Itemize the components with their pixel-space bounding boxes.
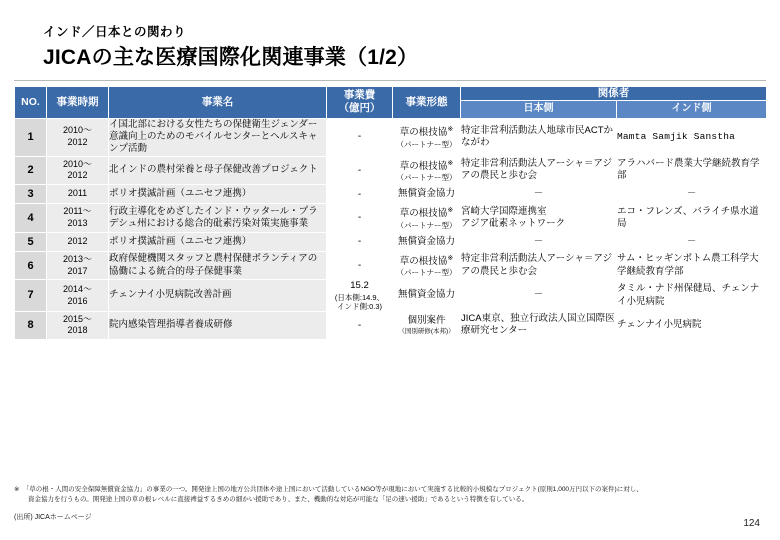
cell-india-side: アラハバード農業大学継続教育学部: [617, 156, 767, 184]
form-main: 無償資金協力: [397, 235, 455, 247]
cell-india-side: Mamta Samjik Sanstha: [617, 118, 767, 156]
cell-no: 2: [15, 156, 47, 184]
table-body: [15, 118, 767, 339]
cell-project-form: [393, 311, 461, 339]
col-header-cost: [327, 87, 393, 119]
cell-japan-side: 特定非営利活動法人アーシャ＝アジアの農民と歩む会: [461, 252, 617, 280]
cost-value: -: [357, 164, 362, 176]
cell-project-form: [393, 280, 461, 311]
form-main: 無償資金協力: [397, 188, 455, 199]
cell-japan-side: 特定非営利活動法人アーシャ＝アジアの農民と歩む会: [461, 156, 617, 184]
table-row: [15, 311, 767, 339]
cell-japan-side: 特定非営利活動法人地球市民ACTかながわ: [461, 118, 617, 156]
period-line-2: 2013: [67, 218, 88, 229]
cell-cost: [327, 204, 393, 232]
form-subtype: （パートナー型）: [396, 220, 457, 230]
table-row: [15, 232, 767, 251]
period-line-2: 2012: [67, 137, 88, 148]
cell-japan-side: 宮崎大学国際連携室 アジア砒素ネットワーク: [461, 204, 617, 232]
cell-project-form: [393, 252, 461, 280]
form-main: 個別案件: [407, 315, 446, 327]
cost-value: -: [357, 131, 362, 143]
cell-no: 7: [15, 280, 47, 311]
footnote-marker: ※: [447, 126, 454, 134]
cell-project-name: 行政主導化をめざしたインド・ウッタール・プラデシュ州における総合的砒素汚染対策実施事業: [109, 204, 327, 232]
period-line-1: 2014～: [62, 283, 93, 294]
cell-no: 6: [15, 252, 47, 280]
cell-project-form: [393, 118, 461, 156]
cell-india-side: タミル・ナド州保健局、チェンナイ小児病院: [617, 280, 767, 311]
footnote-line-2: 資金協力を行うもの。開発途上国の草の根レベルに直接裨益するきめの細かい援助であり、また、機動的な対応が可能な「足の速い援助」であるという特徴を有している。: [28, 496, 529, 504]
period-line-2: 2016: [67, 295, 88, 306]
form-main: 草の根技協: [399, 160, 448, 172]
col-header-cost-line2: （億円）: [338, 102, 381, 115]
table-head-row-1: [15, 87, 767, 101]
cost-value: -: [357, 260, 362, 272]
cell-project-name: 政府保健機関スタッフと農村保健ボランティアの協働による統合的母子保健事業: [109, 252, 327, 280]
cell-period: [47, 280, 109, 311]
title-divider: [14, 80, 766, 81]
cost-value: -: [357, 188, 362, 200]
cell-no: 5: [15, 232, 47, 251]
projects-table: [14, 86, 767, 340]
cell-period: [47, 185, 109, 204]
cell-project-name: チェンナイ小児病院改善計画: [109, 280, 327, 311]
cell-period: [47, 118, 109, 156]
cell-project-form: [393, 232, 461, 251]
footnote-line-1: ※ 「草の根・人間の安全保障無償資金協力」の事業の一つ。開発途上国の地方公共団体や途上国において活動しているNGO等が現地において実施する比較的小規模なプロジェクト(原則1,000万円以下の案件)に対し、: [14, 486, 643, 493]
col-header-cost-line1: 事業費: [343, 89, 376, 102]
cell-india-side: －: [617, 185, 767, 204]
cell-japan-side: JICA東京、独立行政法人国立国際医療研究センター: [461, 311, 617, 339]
cell-no: 1: [15, 118, 47, 156]
period-line-2: 2017: [67, 265, 88, 276]
period-line-1: 2012: [67, 236, 88, 246]
form-main: 草の根技協: [399, 256, 448, 268]
page-title: JICAの主な医療国際化関連事業（1/2）: [43, 46, 419, 69]
table-row: [15, 252, 767, 280]
period-line-1: 2010～: [62, 125, 93, 136]
cell-cost: [327, 118, 393, 156]
cell-cost: [327, 156, 393, 184]
table-head: [15, 87, 767, 119]
table-row: [15, 185, 767, 204]
col-header-japan-side: 日本側: [461, 101, 617, 119]
cell-cost: [327, 232, 393, 251]
cell-project-name: 院内感染管理指導者養成研修: [109, 311, 327, 339]
cell-period: [47, 311, 109, 339]
table-row: [15, 204, 767, 232]
period-line-1: 2011～: [63, 206, 92, 217]
footnote-marker: ※: [447, 254, 454, 262]
cost-value: -: [357, 212, 362, 224]
cell-india-side: サム・ヒッギンボトム農工科学大学継続教育学部: [617, 252, 767, 280]
col-header-form: 事業形態: [393, 87, 461, 119]
eyebrow-text: インド／日本との関わり: [43, 25, 187, 39]
footnote-marker: ※: [447, 159, 454, 167]
cell-cost: [327, 252, 393, 280]
cost-value: -: [357, 236, 362, 248]
form-main: 草の根技協: [399, 127, 448, 139]
period-line-1: 2015～: [62, 313, 93, 324]
col-header-name: 事業名: [109, 87, 327, 119]
form-subtype: （パートナー型）: [396, 173, 457, 183]
table-row: [15, 118, 767, 156]
period-line-2: 2012: [67, 170, 88, 181]
cell-japan-side: －: [461, 232, 617, 251]
table-row: [15, 280, 767, 311]
cell-india-side: チェンナイ小児病院: [617, 311, 767, 339]
form-subtype: （パートナー型）: [396, 139, 457, 149]
projects-table-wrapper: [14, 86, 766, 340]
cell-india-side: －: [617, 232, 767, 251]
cost-value: 15.2: [350, 280, 369, 292]
cost-value: -: [357, 319, 362, 331]
col-header-india-side: インド側: [617, 101, 767, 119]
cell-period: [47, 156, 109, 184]
table-row: [15, 156, 767, 184]
col-header-stakeholders: 関係者: [461, 87, 767, 101]
form-main: 草の根技協: [399, 208, 448, 220]
cell-japan-side: －: [461, 185, 617, 204]
period-line-1: 2010～: [62, 158, 93, 169]
cell-project-name: イ国北部における女性たちの保健衛生ジェンダー意識向上のためのモバイルセンターとヘルスキャンプ活動: [109, 118, 327, 156]
col-header-period: 事業時期: [47, 87, 109, 119]
footnote: [14, 485, 770, 505]
cell-no: 3: [15, 185, 47, 204]
cell-no: 8: [15, 311, 47, 339]
cell-period: [47, 204, 109, 232]
col-header-no: NO.: [15, 87, 47, 119]
page-number: 124: [743, 518, 760, 529]
cell-japan-side: －: [461, 280, 617, 311]
cell-project-form: [393, 185, 461, 204]
cell-cost: [327, 280, 393, 311]
period-line-1: 2013～: [62, 254, 93, 264]
cell-project-name: 北インドの農村栄養と母子保健改善プロジェクト: [109, 156, 327, 184]
cell-project-name: ポリオ撲滅計画（ユニセフ連携）: [109, 185, 327, 204]
form-subtype: （国別研修(本邦)）: [398, 327, 455, 335]
source-note: (出所) JICAホームページ: [14, 514, 92, 521]
cell-project-name: ポリオ撲滅計画（ユニセフ連携）: [109, 232, 327, 251]
cell-period: [47, 252, 109, 280]
cost-breakdown-line-2: インド側:0.3): [336, 301, 382, 311]
form-subtype: （パートナー型）: [396, 268, 457, 278]
form-main: 無償資金協力: [397, 289, 455, 301]
period-line-2: 2018: [67, 325, 88, 336]
period-line-1: 2011: [67, 188, 88, 199]
cell-india-side: エコ・フレンズ、バライチ県水道局: [617, 204, 767, 232]
cell-no: 4: [15, 204, 47, 232]
cell-project-form: [393, 156, 461, 184]
cell-period: [47, 232, 109, 251]
cell-project-form: [393, 204, 461, 232]
footnote-marker: ※: [447, 207, 454, 215]
cost-breakdown-line-1: (日本側:14.9、: [334, 292, 385, 302]
cell-cost: [327, 185, 393, 204]
cell-cost: [327, 311, 393, 339]
